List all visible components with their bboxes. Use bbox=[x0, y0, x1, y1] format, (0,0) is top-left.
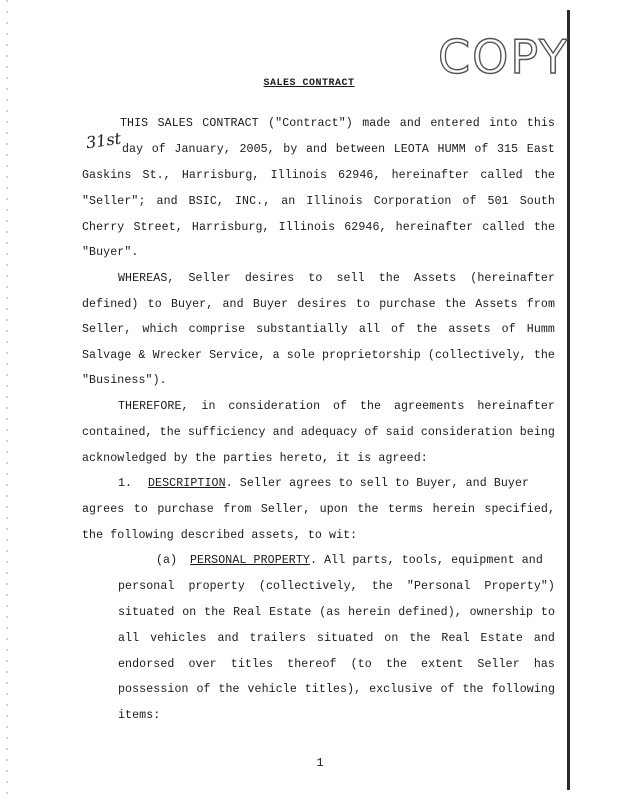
paragraph-3-line-3: acknowledged by the parties hereto, it is agreed: bbox=[82, 452, 428, 465]
handwritten-day: 31st bbox=[84, 128, 123, 153]
paragraph-2-line-1: WHEREAS, Seller desires to sell the Assets (hereinafter bbox=[118, 272, 555, 285]
paragraph-1-line-6: "Buyer". bbox=[82, 246, 139, 259]
paragraph-2-line-4: Salvage & Wrecker Service, a sole proprietorship (collectively, the bbox=[82, 349, 555, 362]
section-1a-line-2: personal property (collectively, the "Personal Property") bbox=[118, 580, 555, 593]
paragraph-1-line-5: Cherry Street, Harrisburg, Illinois 62946, hereinafter called the bbox=[82, 221, 555, 234]
section-1-heading: DESCRIPTION bbox=[148, 477, 226, 490]
section-1a-line-1-text: . All parts, tools, equipment and bbox=[309, 554, 543, 567]
section-1a-line-3: situated on the Real Estate (as herein defined), ownership to bbox=[118, 606, 555, 619]
scan-margin-line bbox=[567, 10, 570, 790]
paragraph-2-line-5: "Business"). bbox=[82, 374, 167, 387]
document-title: SALES CONTRACT bbox=[263, 78, 355, 89]
section-1a-line-5: endorsed over titles thereof (to the extent Seller has bbox=[118, 658, 555, 671]
section-1a-heading: PERSONAL PROPERTY bbox=[190, 554, 310, 567]
paragraph-2-line-2: defined) to Buyer, and Buyer desires to purchase the Assets from bbox=[82, 298, 555, 311]
paragraph-1-line-2: day of January, 2005, by and between LEOTA HUMM of 315 East bbox=[122, 143, 555, 156]
paragraph-1-line-1: THIS SALES CONTRACT ("Contract") made and entered into this bbox=[120, 117, 555, 130]
section-1-line-1 bbox=[148, 477, 555, 490]
section-1-line-3: the following described assets, to wit: bbox=[82, 529, 358, 542]
section-1a-line-1 bbox=[190, 554, 543, 567]
section-1-line-1-text: . Seller agrees to sell to Buyer, and Buyer bbox=[225, 477, 530, 490]
scan-edge-artifact bbox=[6, 0, 8, 800]
copy-stamp: COPY bbox=[438, 30, 570, 84]
section-1a-line-7: items: bbox=[118, 709, 161, 722]
section-1-line-2: agrees to purchase from Seller, upon the terms herein specified, bbox=[82, 503, 555, 516]
page-number: 1 bbox=[316, 756, 324, 770]
paragraph-1-line-4: "Seller"; and BSIC, INC., an Illinois Corporation of 501 South bbox=[82, 195, 555, 208]
paragraph-1-line-3: Gaskins St., Harrisburg, Illinois 62946, hereinafter called the bbox=[82, 169, 555, 182]
paragraph-3-line-2: contained, the sufficiency and adequacy of said consideration being bbox=[82, 426, 555, 439]
paragraph-2-line-3: Seller, which comprise substantially all of the assets of Humm bbox=[82, 323, 555, 336]
paragraph-3-line-1: THEREFORE, in consideration of the agreements hereinafter bbox=[118, 400, 555, 413]
section-1a-label: (a) bbox=[156, 554, 178, 567]
section-1a-line-6: possession of the vehicle titles), exclusive of the following bbox=[118, 683, 555, 696]
section-1-number: 1. bbox=[118, 477, 133, 490]
section-1a-line-4: all vehicles and trailers situated on the Real Estate and bbox=[118, 632, 555, 645]
